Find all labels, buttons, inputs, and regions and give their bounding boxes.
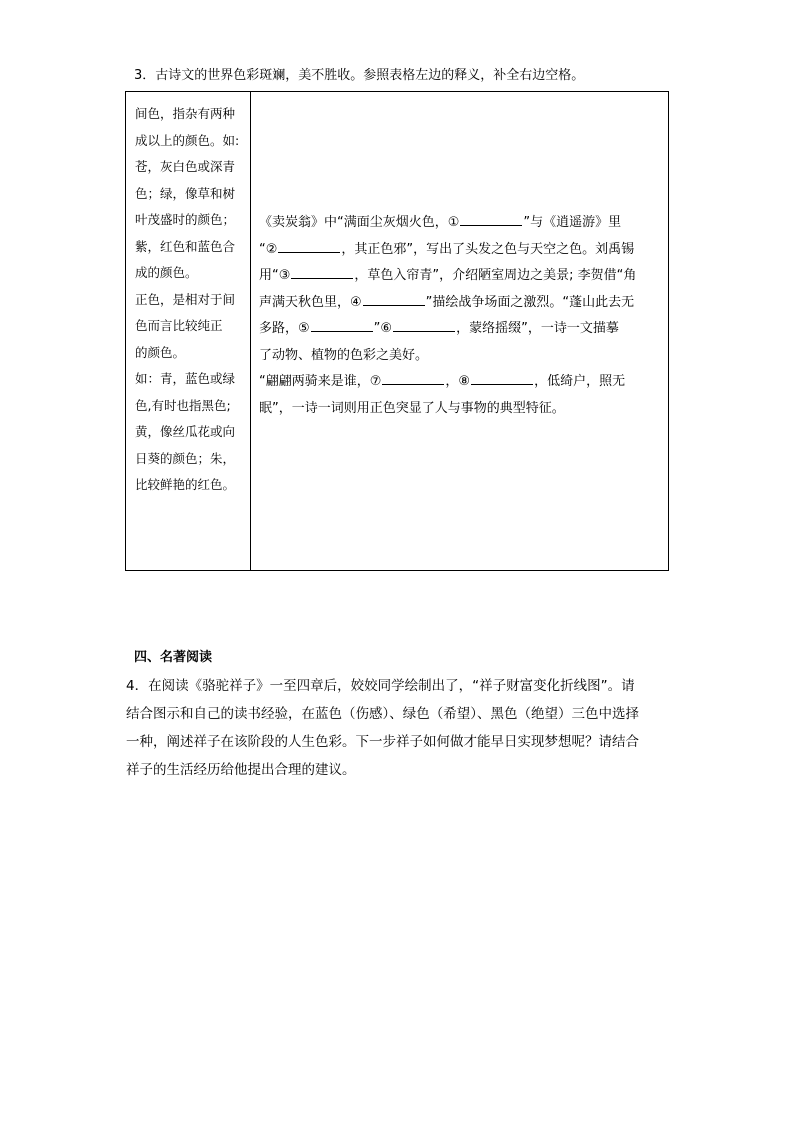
- fill-in-cell: [259, 210, 665, 422]
- poem-line: [259, 263, 665, 290]
- text: “翩翩两骑来是谁，: [259, 374, 370, 389]
- blank-marker-4: ④: [350, 294, 362, 310]
- text: ，草色入帘青”，介绍陋室周边之美景; 李贺借“角: [354, 268, 637, 283]
- definition-line: 色,有时也指黑色;: [135, 397, 231, 413]
- blank-6[interactable]: [393, 318, 455, 332]
- poem-line: 眠”，一诗一词则用正色突显了人与事物的典型特征。: [259, 400, 565, 416]
- question-3-prompt: 3．古诗文的世界色彩斑斓，美不胜收。参照表格左边的释义，补全右边空格。: [134, 68, 585, 83]
- text: 《卖炭翁》中“满面尘灰烟火色，: [259, 215, 448, 230]
- text: ”描绘战争场面之激烈。“蓬山此去无: [425, 294, 635, 310]
- poem-line: [259, 237, 665, 264]
- question-4-line: 4．在阅读《骆驼祥子》一至四章后，姣姣同学绘制出了，“祥子财富变化折线图”。请: [126, 678, 635, 694]
- blank-7[interactable]: [382, 371, 444, 385]
- blank-marker-8: ⑧: [458, 374, 471, 389]
- poem-line: [259, 369, 665, 396]
- definition-line: 的颜色。: [135, 344, 186, 360]
- text: ”与《逍遥游》里: [523, 215, 622, 230]
- text: ”: [373, 321, 381, 336]
- text: ，蒙络摇缀”，一诗一文描摹: [456, 321, 619, 336]
- definition-line: 黄，像丝瓜花或向: [135, 424, 236, 439]
- color-table: [125, 91, 669, 571]
- definition-line: 紫，红色和蓝色合: [135, 238, 236, 254]
- definition-line: 色；绿，像草和树: [135, 185, 236, 201]
- blank-2[interactable]: [278, 239, 340, 253]
- blank-marker-5: ⑤: [298, 321, 310, 336]
- question-4-line: 祥子的生活经历给他提出合理的建议。: [126, 762, 356, 778]
- poem-line: [259, 210, 665, 237]
- text: “: [259, 241, 266, 257]
- definition-line: 色而言比较纯正: [135, 318, 223, 333]
- blank-5[interactable]: [311, 318, 373, 332]
- text: ，低绮户，照无: [534, 374, 626, 389]
- poem-line: [259, 290, 665, 317]
- text: ，其正色邪”，写出了头发之色与天空之色。刘禹锡: [341, 241, 635, 257]
- definition-line: 苍，灰白色或深青: [135, 159, 236, 174]
- blank-1[interactable]: [460, 212, 522, 226]
- definition-line: 如：青，蓝色或绿: [135, 371, 236, 386]
- text: 声满天秋色里，: [259, 294, 351, 310]
- blank-marker-2: ②: [265, 241, 278, 257]
- definition-line: 叶茂盛时的颜色；: [135, 212, 236, 227]
- blank-marker-3: ③: [278, 268, 291, 283]
- question-4-line: 一种，阐述祥子在该阶段的人生色彩。下一步祥子如何做才能早日实现梦想呢？请结合: [126, 734, 639, 750]
- definition-line: 成以上的颜色。如:: [135, 132, 240, 148]
- question-4: [126, 672, 666, 784]
- blank-marker-6: ⑥: [380, 321, 393, 336]
- blank-marker-7: ⑦: [369, 374, 382, 389]
- blank-marker-1: ①: [447, 215, 460, 230]
- question-4-line: 结合图示和自己的读书经验，在蓝色（伤感）、绿色（希望）、黑色（绝望）三色中选择: [126, 706, 639, 722]
- text: ，: [445, 374, 459, 389]
- table-column-divider: [250, 92, 251, 570]
- blank-4[interactable]: [363, 292, 425, 306]
- definition-line: 日葵的颜色；朱，: [135, 450, 236, 466]
- blank-8[interactable]: [471, 371, 533, 385]
- text: 多路，: [259, 321, 299, 336]
- definition-line: 间色，指杂有两种: [135, 106, 236, 121]
- definition-line: 比较鲜艳的红色。: [135, 477, 236, 492]
- definition-cell: [135, 101, 249, 499]
- text: 用“: [259, 268, 279, 283]
- blank-3[interactable]: [291, 265, 353, 279]
- poem-line: [259, 316, 665, 343]
- definition-line: 成的颜色。: [135, 265, 198, 280]
- section-4-heading: 四、名著阅读: [134, 650, 213, 665]
- definition-line: 正色，是相对于间: [135, 291, 236, 307]
- poem-line: 了动物、植物的色彩之美好。: [259, 347, 429, 363]
